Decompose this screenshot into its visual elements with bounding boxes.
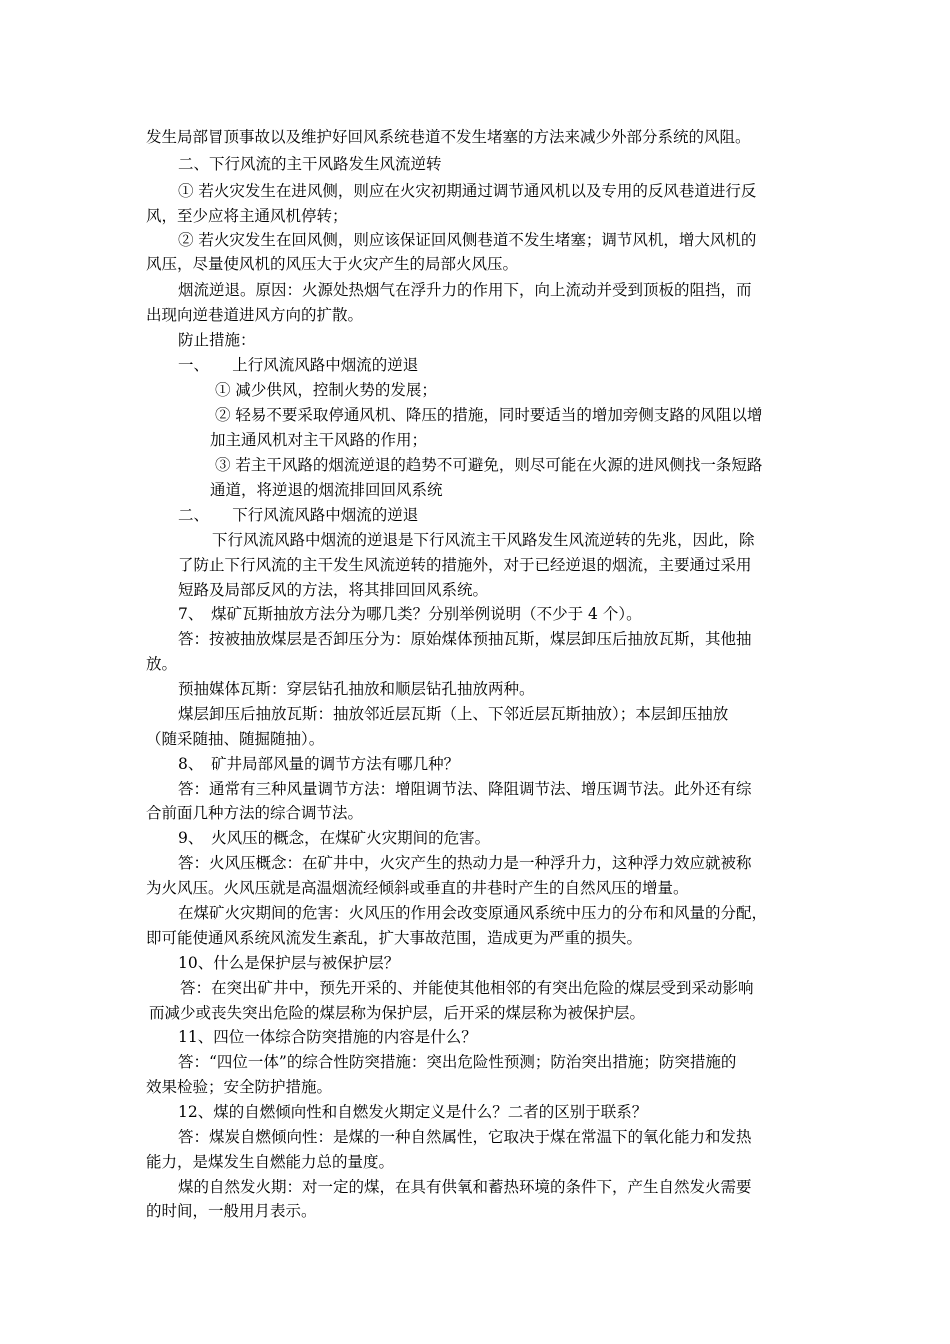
text-line: 烟流逆退。原因：火源处热烟气在浮升力的作用下，向上流动并受到顶板的阻挡，而 [178, 281, 752, 299]
section-heading: 二、 下行风流风路中烟流的逆退 [178, 506, 419, 524]
text-line: ① 若火灾发生在进风侧，则应在火灾初期通过调节通风机以及专用的反风巷道进行反 [178, 182, 757, 200]
text-line: 出现向逆巷道进风方向的扩散。 [146, 306, 364, 324]
text-line: 风压，尽量使风机的风压大于火灾产生的局部火风压。 [146, 255, 519, 273]
text-line: ② 轻易不要采取停通风机、降压的措施，同时要适当的增加旁侧支路的风阻以增 [215, 406, 763, 424]
text-line: 发生局部冒顶事故以及维护好回风系统巷道不发生堵塞的方法来减少外部分系统的风阻。 [146, 128, 751, 146]
text-line: 下行风流风路中烟流的逆退是下行风流主干风路发生风流逆转的先兆，因此，除 [212, 531, 755, 549]
text-line: 答：在突出矿井中，预先开采的、并能使其他相邻的有突出危险的煤层受到采动影响 [180, 979, 754, 997]
question-line: 12、煤的自燃倾向性和自燃发火期定义是什么？二者的区别于联系？ [178, 1103, 648, 1121]
text-line: 效果检验；安全防护措施。 [146, 1078, 333, 1096]
text-line: 预抽媒体瓦斯：穿层钻孔抽放和顺层钻孔抽放两种。 [178, 680, 535, 698]
text-line: ③ 若主干风路的烟流逆退的趋势不可避免，则尽可能在火源的进风侧找一条短路 [215, 456, 763, 474]
text-line: 放。 [146, 655, 178, 673]
text-line: 防止措施： [178, 331, 256, 349]
section-heading: 一、 上行风流风路中烟流的逆退 [178, 356, 419, 374]
text-line: 答：按被抽放煤层是否卸压分为：原始煤体预抽瓦斯，煤层卸压后抽放瓦斯，其他抽 [178, 630, 752, 648]
text-line: 了防止下行风流的主干发生风流逆转的措施外，对于已经逆退的烟流，主要通过采用 [178, 556, 752, 574]
text-line: 煤的自然发火期：对一定的煤，在具有供氧和蓄热环境的条件下，产生自然发火需要 [178, 1178, 752, 1196]
text-line: ② 若火灾发生在回风侧，则应该保证回风侧巷道不发生堵塞；调节风机，增大风机的 [178, 231, 757, 249]
text-line: 答：煤炭自燃倾向性：是煤的一种自然属性，它取决于煤在常温下的氧化能力和发热 [178, 1128, 752, 1146]
text-line: 即可能使通风系统风流发生紊乱，扩大事故范围，造成更为严重的损失。 [146, 929, 643, 947]
text-line: 答：火风压概念：在矿井中，火灾产生的热动力是一种浮升力，这种浮力效应就被称 [178, 854, 752, 872]
text-line: 答：“四位一体”的综合性防突措施：突出危险性预测；防治突出措施；防突措施的 [178, 1053, 737, 1071]
question-line: 11、四位一体综合防突措施的内容是什么？ [178, 1028, 477, 1046]
question-line: 10、什么是保护层与被保护层？ [178, 954, 400, 972]
text-line: （随采随抽、随掘随抽）。 [146, 730, 325, 748]
text-line: 能力，是煤发生自燃能力总的量度。 [146, 1153, 395, 1171]
section-heading: 二、下行风流的主干风路发生风流逆转 [178, 155, 442, 173]
text-line: 为火风压。火风压就是高温烟流经倾斜或垂直的井巷时产生的自然风压的增量。 [146, 879, 689, 897]
text-line: 答：通常有三种风量调节方法：增阻调节法、降阻调节法、增压调节法。此外还有综 [178, 780, 752, 798]
text-line: 的时间，一般用月表示。 [146, 1202, 317, 1220]
question-line: 8、 矿井局部风量的调节方法有哪几种？ [178, 755, 460, 773]
text-line: 通道，将逆退的烟流排回回风系统 [210, 481, 443, 499]
text-line: 合前面几种方法的综合调节法。 [146, 804, 364, 822]
text-line: 而减少或丧失突出危险的煤层称为保护层，后开采的煤层称为被保护层。 [149, 1004, 646, 1022]
question-line: 7、 煤矿瓦斯抽放方法分为哪几类？分别举例说明（不少于 4 个）。 [178, 605, 642, 623]
text-line: 加主通风机对主干风路的作用； [210, 431, 428, 449]
question-line: 9、 火风压的概念，在煤矿火灾期间的危害。 [178, 829, 491, 847]
text-line: 煤层卸压后抽放瓦斯：抽放邻近层瓦斯（上、下邻近层瓦斯抽放）；本层卸压抽放 [178, 705, 729, 723]
text-line: 在煤矿火灾期间的危害：火风压的作用会改变原通风系统中压力的分布和风量的分配， [178, 904, 768, 922]
text-line: 风，至少应将主通风机停转； [146, 207, 348, 225]
text-line: ① 减少供风，控制火势的发展； [215, 381, 437, 399]
text-line: 短路及局部反风的方法，将其排回回风系统。 [178, 581, 489, 599]
